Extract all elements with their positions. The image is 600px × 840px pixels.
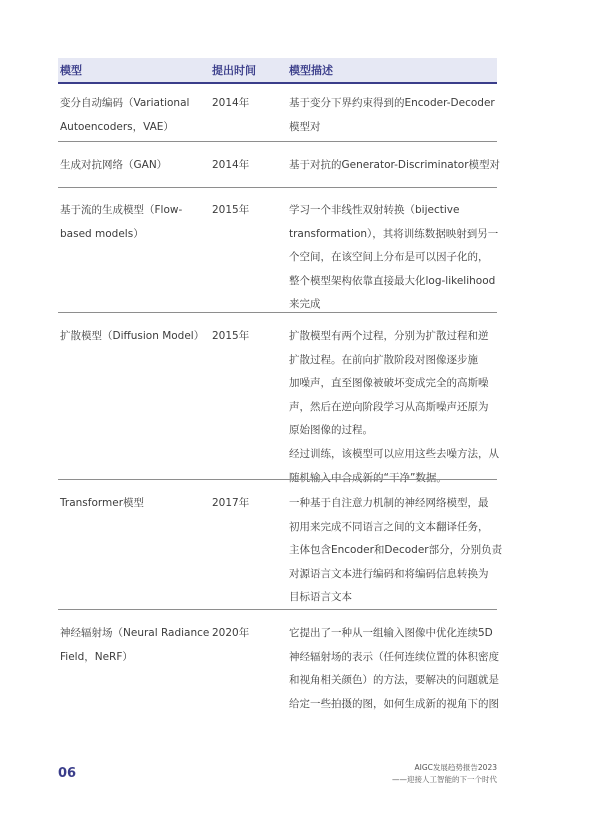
model-name-cell [60, 92, 202, 139]
description-cell-line: 给定一些拍摄的图，如何生成新的视角下的图 [289, 697, 499, 710]
description-cell-line: 扩散过程。在前向扩散阶段对图像逐步施 [289, 353, 478, 366]
table-row-gan [58, 154, 501, 188]
description-cell-line: 随机输入中合成新的“干净”数据。 [289, 471, 447, 484]
model-name-cell-line: Autoencoders，VAE） [60, 120, 174, 133]
description-cell-line: 它提出了一种从一组输入图像中优化连续5D [289, 627, 493, 639]
description-cell-line: 对源语言文本进行编码和将编码信息转换为 [289, 567, 489, 580]
year-cell: 2015年 [212, 204, 250, 216]
model-name-cell-line: based models） [60, 227, 144, 240]
description-cell-line: 扩散模型有两个过程，分别为扩散过程和逆 [289, 330, 489, 342]
table-row-nerf [58, 622, 497, 742]
description-cell-line: 原始图像的过程。 [289, 424, 373, 437]
description-cell-line: 学习一个非线性双射转换（bijective [289, 204, 460, 216]
year-cell: 2017年 [212, 497, 250, 509]
description-cell-line: 来完成 [289, 298, 321, 311]
description-cell-line: 整个模型架构依靠直接最大化log-likelihood [289, 274, 496, 287]
description-cell-line: 加噪声，直至图像被破坏变成完全的高斯噪 [289, 377, 489, 390]
year-cell: 2015年 [212, 330, 250, 342]
row-separator [58, 141, 497, 142]
description-cell-line: 基于变分下界约束得到的Encoder-Decoder [289, 97, 495, 109]
description-cell-line: 和视角相关颜色）的方法，要解决的问题就是 [289, 674, 499, 687]
description-cell [289, 492, 503, 610]
description-cell-line: transformation），其将训练数据映射到另一 [289, 227, 499, 240]
model-name-cell [60, 154, 202, 178]
description-cell-line: 模型对 [289, 120, 321, 133]
description-cell-line: 神经辐射场的表示（任何连续位置的体积密度 [289, 650, 499, 663]
table-row-transformer [58, 492, 503, 610]
row-separator [58, 479, 497, 480]
model-name-cell [60, 325, 205, 349]
table-row-diffusion [58, 325, 499, 484]
footer-subtitle: ——迎接人工智能的下一个时代 [392, 775, 497, 784]
page-number: 06 [58, 766, 77, 781]
model-name-cell [60, 622, 210, 669]
model-name-cell-line: 基于流的生成模型（Flow- [60, 204, 183, 216]
row-separator [58, 609, 497, 610]
description-cell-line: 声，然后在逆向阶段学习从高斯噪声还原为 [289, 400, 489, 413]
year-cell: 2020年 [212, 627, 250, 639]
model-name-cell-line: 变分自动编码（Variational [60, 97, 190, 109]
model-name-cell [60, 199, 202, 246]
model-name-cell-line: 扩散模型（Diffusion Model） [60, 330, 205, 342]
model-name-cell-line: Field，NeRF） [60, 650, 133, 663]
row-separator [58, 312, 497, 313]
table-header [58, 58, 497, 84]
header-description: 模型描述 [289, 64, 333, 77]
year-cell: 2014年 [212, 159, 250, 171]
footer-title: AIGC发展趋势报告2023 [414, 763, 497, 772]
model-name-cell [60, 492, 202, 516]
description-cell-line: 目标语言文本 [289, 591, 352, 604]
description-cell-line: 基于对抗的Generator-Discriminator模型对 [289, 159, 501, 171]
description-cell-line: 个空间，在该空间上分布是可以因子化的， [289, 251, 489, 264]
row-separator [58, 187, 497, 188]
description-cell-line: 一种基于自注意力机制的神经网络模型，最 [289, 497, 489, 509]
model-name-cell-line: 神经辐射场（Neural Radiance [60, 627, 210, 639]
table-row-vae [58, 92, 497, 142]
header-year: 提出时间 [212, 64, 256, 77]
description-cell-line: 初用来完成不同语言之间的文本翻译任务， [289, 520, 489, 533]
table-row-flow [58, 199, 497, 313]
description-cell [289, 325, 497, 490]
model-name-cell-line: 生成对抗网络（GAN） [60, 159, 168, 171]
description-cell [289, 92, 497, 139]
description-cell [289, 154, 501, 178]
description-cell-line: 主体包含Encoder和Decoder部分，分别负责 [289, 544, 503, 557]
description-cell [289, 199, 497, 317]
description-cell [289, 622, 497, 716]
description-cell-line: 经过训练，该模型可以应用这些去噪方法，从 [289, 447, 499, 460]
header-model: 模型 [60, 64, 82, 77]
model-name-cell-line: Transformer模型 [60, 497, 145, 509]
year-cell: 2014年 [212, 97, 250, 109]
